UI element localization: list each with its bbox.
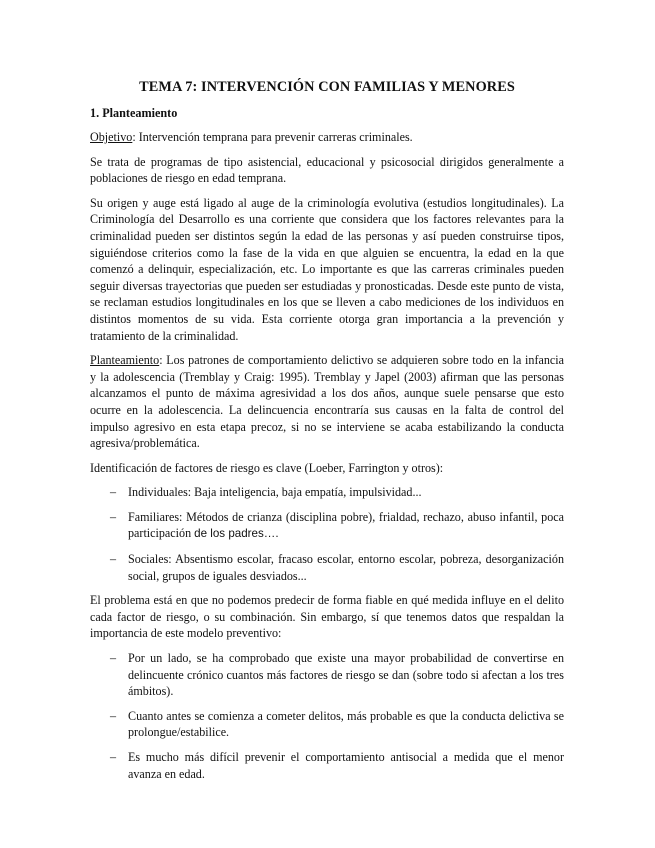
- list-item-text: Familiares: Métodos de crianza (disciplina pobre), frialdad, rechazo, abuso infantil, poca participación: [128, 509, 564, 541]
- objective-label: Objetivo: [90, 130, 133, 144]
- list-item-text: Individuales: Baja inteligencia, baja empatía, impulsividad...: [128, 485, 422, 500]
- risk-factors-list: [90, 484, 564, 584]
- evidence-list: [90, 650, 564, 782]
- objective-text: : Intervención temprana para prevenir carreras criminales.: [132, 130, 413, 144]
- approach-text: : Los patrones de comportamiento delictivo se adquieren sobre todo en la infancia y la adolescencia (Tremblay y Craig: 1995). Tremblay y Japel (2003) afirman que las personas alcanzamos el punto de máxima agresividad a los dos años, aunque suele pensarse que esto ocurre en la adolescencia. La delincuencia encontraría sus causas en la falta de control del impulso agresivo en esta etapa precoz, si no se interviene se acaba estabilizando la conducta agresiva/problemática.: [90, 353, 564, 451]
- dash-bullet: –: [110, 485, 117, 500]
- approach-label: Planteamiento: [90, 353, 160, 368]
- list-item: [90, 484, 564, 501]
- list-item: [90, 749, 564, 782]
- list-item-text: Sociales: Absentismo escolar, fracaso escolar, entorno escolar, pobreza, desorganización social, grupos de iguales desviados...: [128, 552, 564, 583]
- list-item-text: Por un lado, se ha comprobado que existe una mayor probabilidad de convertirse en delincuente crónico cuantos más factores de riesgo se dan (sobre todo si afectan a los tres ámbitos).: [128, 651, 564, 699]
- list-item: [90, 708, 564, 741]
- problem-paragraph: El problema está en que no podemos predecir de forma fiable en qué medida influye en el delito cada factor de riesgo, o su combinación. Sin embargo, sí que tenemos datos que respaldan la importancia de este modelo preventivo:: [90, 593, 564, 641]
- approach-paragraph: [90, 352, 564, 452]
- dash-bullet: –: [110, 750, 117, 764]
- dash-bullet: –: [110, 552, 117, 567]
- list-item: [90, 650, 564, 700]
- dash-bullet: –: [110, 509, 117, 524]
- dash-bullet: –: [110, 651, 117, 666]
- section-heading: 1. Planteamiento: [90, 106, 178, 120]
- risk-intro-paragraph: Identificación de factores de riesgo es clave (Loeber, Farrington y otros):: [90, 460, 444, 475]
- list-item: [90, 551, 564, 584]
- list-item-text-alt-font: de los padres….: [194, 527, 279, 541]
- dash-bullet: –: [110, 708, 117, 723]
- list-item: [90, 509, 564, 543]
- programs-paragraph: Se trata de programas de tipo asistencial, educacional y psicosocial dirigidos generalmente a poblaciones de riesgo en edad temprana.: [90, 154, 564, 186]
- objective-paragraph: [90, 129, 564, 146]
- list-item-text: Es mucho más difícil prevenir el comportamiento antisocial a medida que el menor avanza en edad.: [128, 750, 564, 781]
- list-item-text: Cuanto antes se comienza a cometer delitos, más probable es que la conducta delictiva se prolongue/estabilice.: [128, 708, 564, 740]
- document-title: TEMA 7: INTERVENCIÓN CON FAMILIAS Y MENORES: [139, 79, 515, 95]
- origin-paragraph: Su origen y auge está ligado al auge de la criminología evolutiva (estudios longitudinales). La Criminología del Desarrollo es una corriente que considera que los factores relevantes para la criminalidad pueden ser distintos según la edad de las personas y así pueden construirse tipos, siguiéndose criterios como la fase de la vida en que alguien se encuentra, la edad en la que comenzó a delinquir, especialización, etc. Lo importante es que las carreras criminales pueden seguir diversas trayectorias que pueden ser estudiadas y pronosticadas. Desde este punto de vista, se reclaman estudios longitudinales en los que se lleven a cabo mediciones de los individuos en distintos momentos de su vida. Esta corriente otorga gran importancia a la prevención y tratamiento de la criminalidad.: [90, 195, 564, 343]
